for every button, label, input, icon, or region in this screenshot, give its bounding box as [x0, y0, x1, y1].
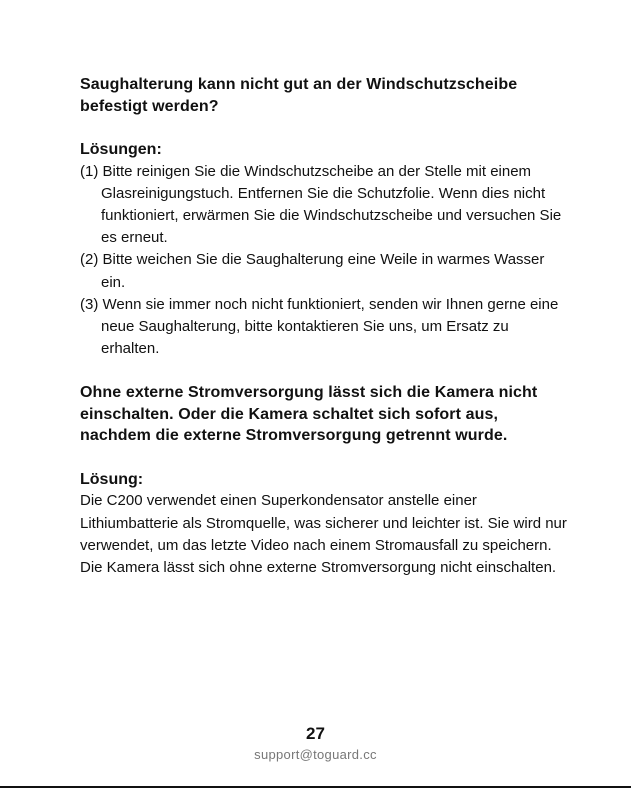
page-number: 27: [306, 724, 325, 743]
support-email: support@toguard.cc: [254, 747, 377, 762]
section-suction-mount: [80, 74, 570, 360]
page-content: [80, 74, 570, 579]
solution-item-3: (3) Wenn sie immer noch nicht funktioniert, senden wir Ihnen gerne eine neue Saughalterung, bitte kontaktieren Sie uns, um Ersatz zu erhalten.: [80, 295, 559, 358]
solution-item-1: (1) Bitte reinigen Sie die Windschutzscheibe an der Stelle mit einem Glasreinigungstuch. Entfernen Sie die Schutzfolie. Wenn dies nicht funktioniert, erwärmen Sie die Windschutzscheibe und versuchen Sie es erneut.: [80, 162, 562, 247]
question-heading-suction-mount: Saughalterung kann nicht gut an der Windschutzscheibe befestigt werden?: [80, 76, 518, 115]
solution-label: Lösung:: [80, 470, 144, 488]
solution-item-2: (2) Bitte weichen Sie die Saughalterung eine Weile in warmes Wasser ein.: [80, 251, 545, 291]
section-power-supply: [80, 382, 570, 579]
solutions-label: Lösungen:: [80, 141, 162, 158]
question-heading-power: Ohne externe Stromversorgung lässt sich die Kamera nicht einschalten. Oder die Kamera schaltet sich sofort aus, nachdem die externe Stromversorgung getrennt wurde.: [80, 384, 538, 445]
solution-body: Die C200 verwendet einen Superkondensator anstelle einer Lithiumbatterie als Stromquelle, was sicherer und leichter ist. Sie wird nur verwendet, um das letzte Video nach einem Stromausfall zu speichern. Die Kamera lässt sich ohne externe Stromversorgung nicht einschalten.: [80, 492, 567, 576]
